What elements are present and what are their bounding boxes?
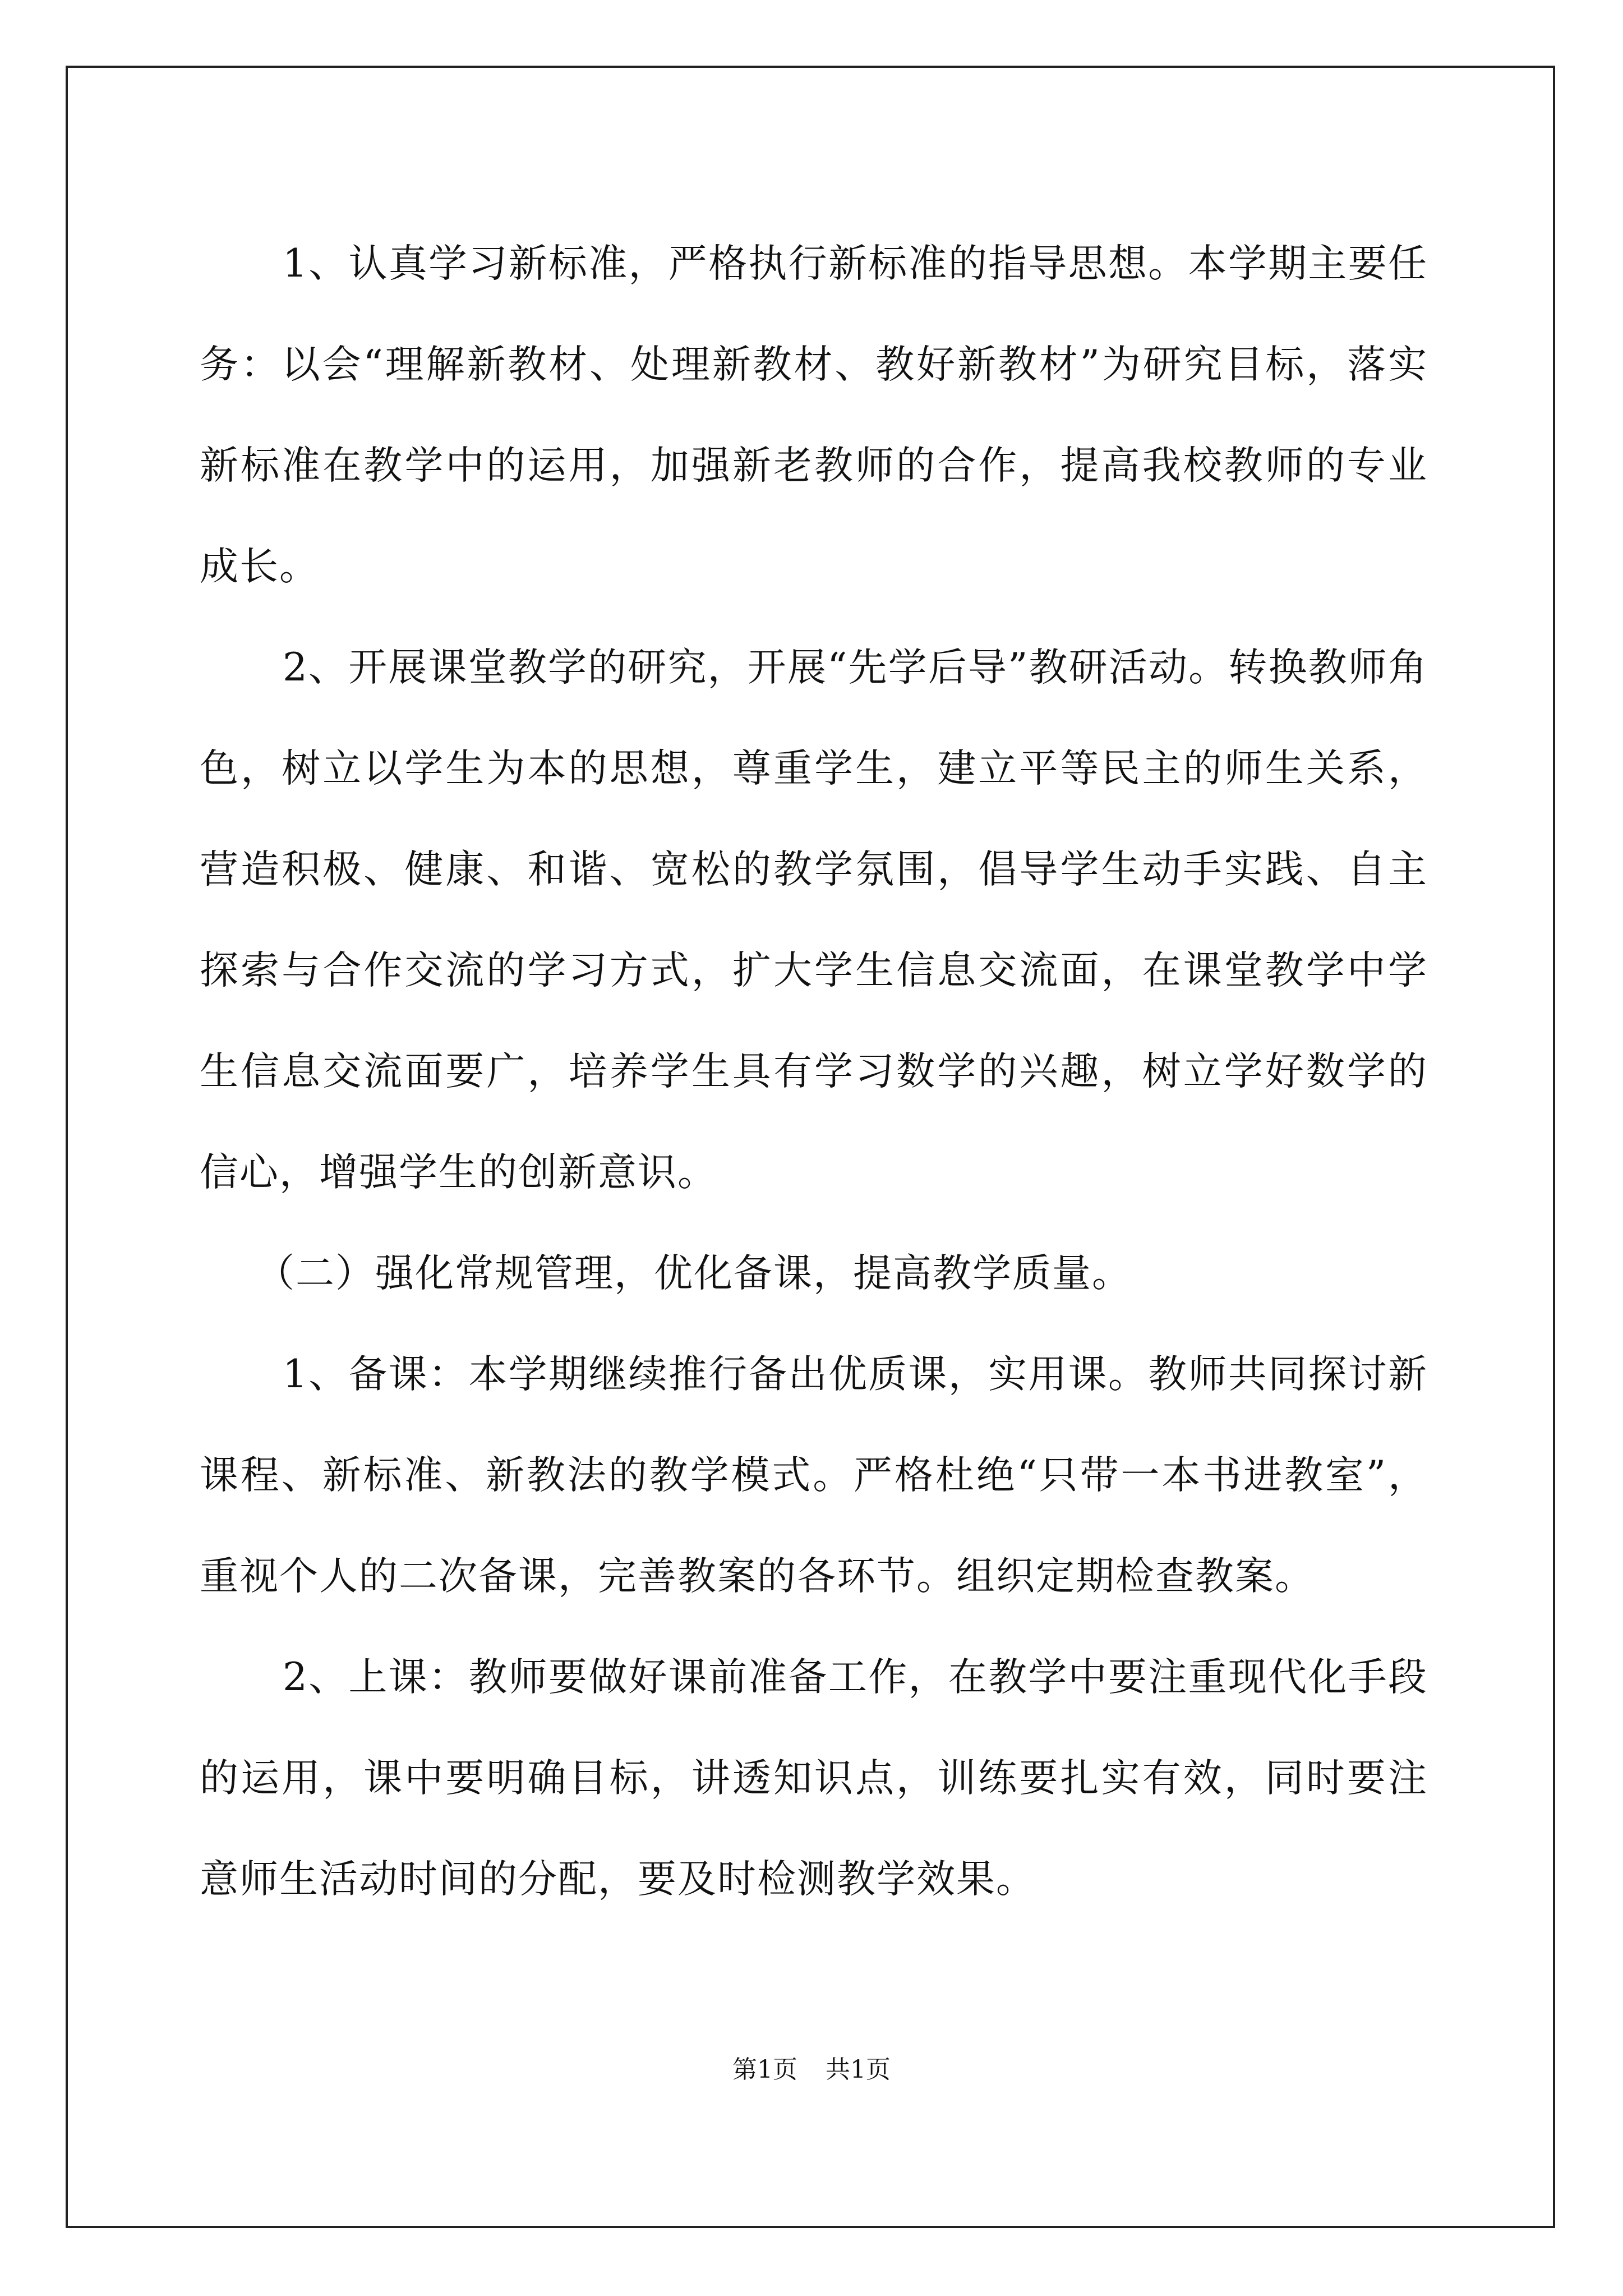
paragraph-3: 1、备课：本学期继续推行备出优质课，实用课。教师共同探讨新课程、新标准、新教法的教学模式。严格杜绝“只带一本书进教室”，重视个人的二次备课，完善教案的各环节。组织定期检查教案。 [200,1352,1428,1599]
page-total: 共1页 [826,2055,891,2084]
document-body [200,213,1428,1930]
paragraph-1: 1、认真学习新标准，严格执行新标准的指导思想。本学期主要任务：以会“理解新教材、处理新教材、教好新教材”为研究目标，落实新标准在教学中的运用，加强新老教师的合作，提高我校教师的专业成长。 [200,241,1428,589]
section-heading: （二）强化常规管理，优化备课，提高教学质量。 [256,1251,1132,1296]
page-number: 第1页 [732,2055,797,2084]
paragraph-2: 2、开展课堂教学的研究，开展“先学后导”教研活动。转换教师角色，树立以学生为本的思想，尊重学生，建立平等民主的师生关系，营造积极、健康、和谐、宽松的教学氛围，倡导学生动手实践、自主探索与合作交流的学习方式，扩大学生信息交流面，在课堂教学中学生信息交流面要广，培养学生具有学习数学的兴趣，树立学好数学的信心，增强学生的创新意识。 [200,645,1428,1195]
page-footer [0,2053,1623,2087]
paragraph-4: 2、上课：教师要做好课前准备工作，在教学中要注重现代化手段的运用，课中要明确目标，讲透知识点，训练要扎实有效，同时要注意师生活动时间的分配，要及时检测教学效果。 [200,1655,1428,1902]
